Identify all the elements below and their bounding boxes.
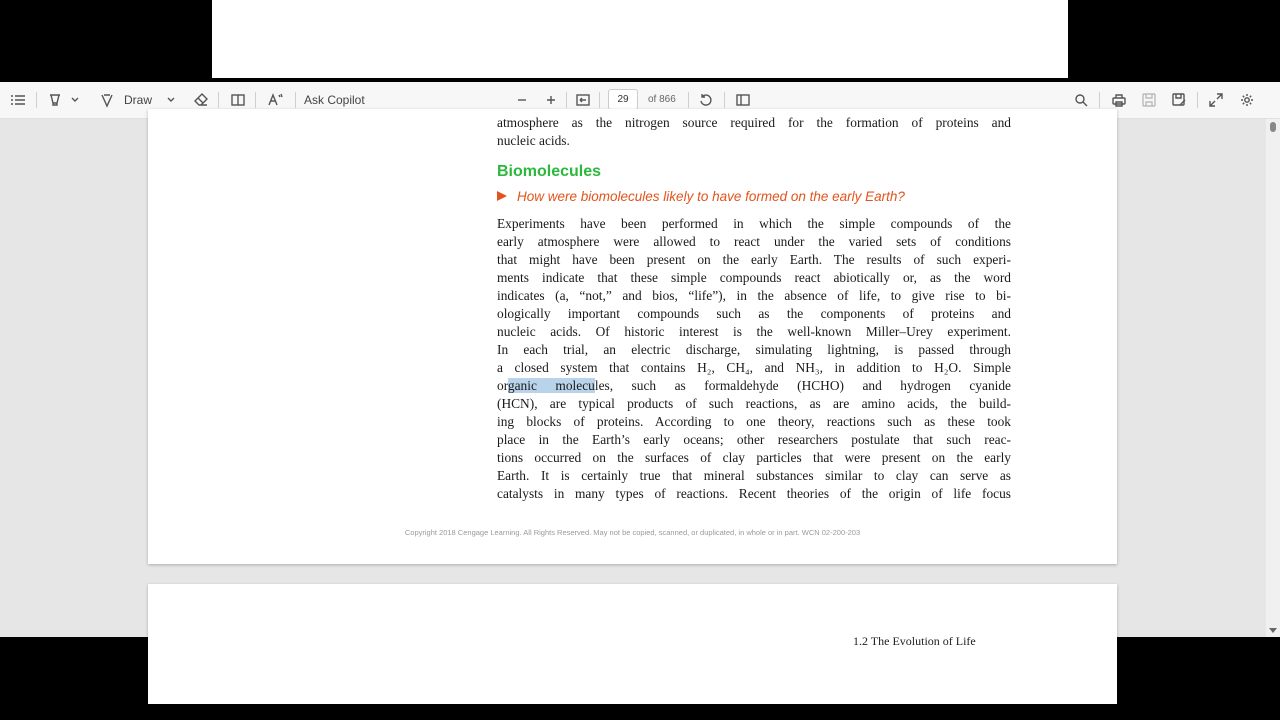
body-paragraph <box>497 215 1011 503</box>
draw-icon <box>100 93 114 107</box>
top-white-region <box>212 0 1068 78</box>
text-line-selected <box>497 377 1011 395</box>
save-icon <box>1140 82 1158 118</box>
page-number-input[interactable] <box>608 89 638 110</box>
divider <box>36 92 37 108</box>
divider <box>295 92 296 108</box>
intro-paragraph <box>497 114 1011 150</box>
divider <box>599 92 600 108</box>
selection-suffix: les, such as formaldehyde (HCHO) and hydrogen cyanide <box>594 378 1012 393</box>
text-line: ing blocks of proteins. According to one theory, reactions such as these took <box>497 414 1011 429</box>
settings-gear-icon[interactable] <box>1238 82 1256 118</box>
text-line: place in the Earth’s early oceans; other researchers postulate that such reac- <box>497 432 1011 447</box>
divider <box>1099 92 1100 108</box>
section-heading: Biomolecules <box>497 163 602 180</box>
text-line: nucleic acids. <box>497 133 570 148</box>
divider <box>1197 92 1198 108</box>
focus-question-text: How were biomolecules likely to have formed on the early Earth? <box>517 189 905 204</box>
text-line: ments indicate that these simple compounds react abiotically or, as the word <box>497 270 1011 285</box>
running-header: 1.2 The Evolution of Life <box>853 634 976 648</box>
divider <box>255 92 256 108</box>
full-screen-icon[interactable] <box>1207 82 1225 118</box>
pdf-viewer <box>0 82 1280 648</box>
text-selection[interactable]: ganic molecu <box>507 378 595 393</box>
text-line: a closed system that contains H₂, CH₄, and NH₃, in addition to H₂O. Simple <box>497 360 1011 375</box>
contents-icon[interactable] <box>8 82 28 118</box>
document-viewport[interactable] <box>0 115 1266 648</box>
text-line: catalysts in many types of reactions. Recent theories of the origin of life focus <box>497 486 1011 501</box>
highlight-icon[interactable] <box>44 82 66 118</box>
text-line: tions occurred on the surfaces of clay particles that were present on the early <box>497 450 1011 465</box>
text-line: Earth. It is certainly true that mineral substances similar to clay can serve as <box>497 468 1011 483</box>
text-line: (HCN), are typical products of such reactions, as are amino acids, the build- <box>497 396 1011 411</box>
divider <box>688 92 689 108</box>
divider <box>566 92 567 108</box>
divider <box>218 92 219 108</box>
text-line: nucleic acids. Of historic interest is the well-known Miller–Urey experiment. <box>497 324 1011 339</box>
highlight-chevron-down-icon[interactable] <box>68 82 82 118</box>
focus-question <box>497 189 1011 204</box>
save-as-icon[interactable] <box>1170 82 1188 118</box>
text-line: In each trial, an electric discharge, simulating lightning, is passed through <box>497 342 1011 357</box>
text-line: that might have been present on the early Earth. The results of such experi- <box>497 252 1011 267</box>
scroll-down-arrow-icon[interactable] <box>1269 628 1277 633</box>
triangle-bullet-icon <box>497 191 507 201</box>
text-line: indicates (a, “not,” and bios, “life”), in the absence of life, to give rise to bi- <box>497 288 1011 303</box>
ask-copilot-label: Ask Copilot <box>304 93 365 107</box>
text-line: atmosphere as the nitrogen source required for the formation of proteins and <box>497 115 1011 130</box>
page-total: of 866 <box>648 94 676 105</box>
text-line: ologically important compounds such as the components of proteins and <box>497 306 1011 321</box>
text-line: early atmosphere were allowed to react under the varied sets of conditions <box>497 234 1011 249</box>
copyright-notice: Copyright 2018 Cengage Learning. All Rights Reserved. May not be copied, scanned, or duplicated, in whole or in part. WCN 02-200-203 <box>404 528 861 537</box>
draw-label: Draw <box>124 93 153 107</box>
next-pdf-page <box>148 584 1117 704</box>
pdf-page <box>148 109 1117 564</box>
vertical-scrollbar[interactable] <box>1266 119 1280 637</box>
divider <box>724 92 725 108</box>
scrollbar-thumb[interactable] <box>1270 122 1276 132</box>
selection-prefix: or <box>497 378 508 393</box>
text-line: Experiments have been performed in which the simple compounds of the <box>497 216 1011 231</box>
